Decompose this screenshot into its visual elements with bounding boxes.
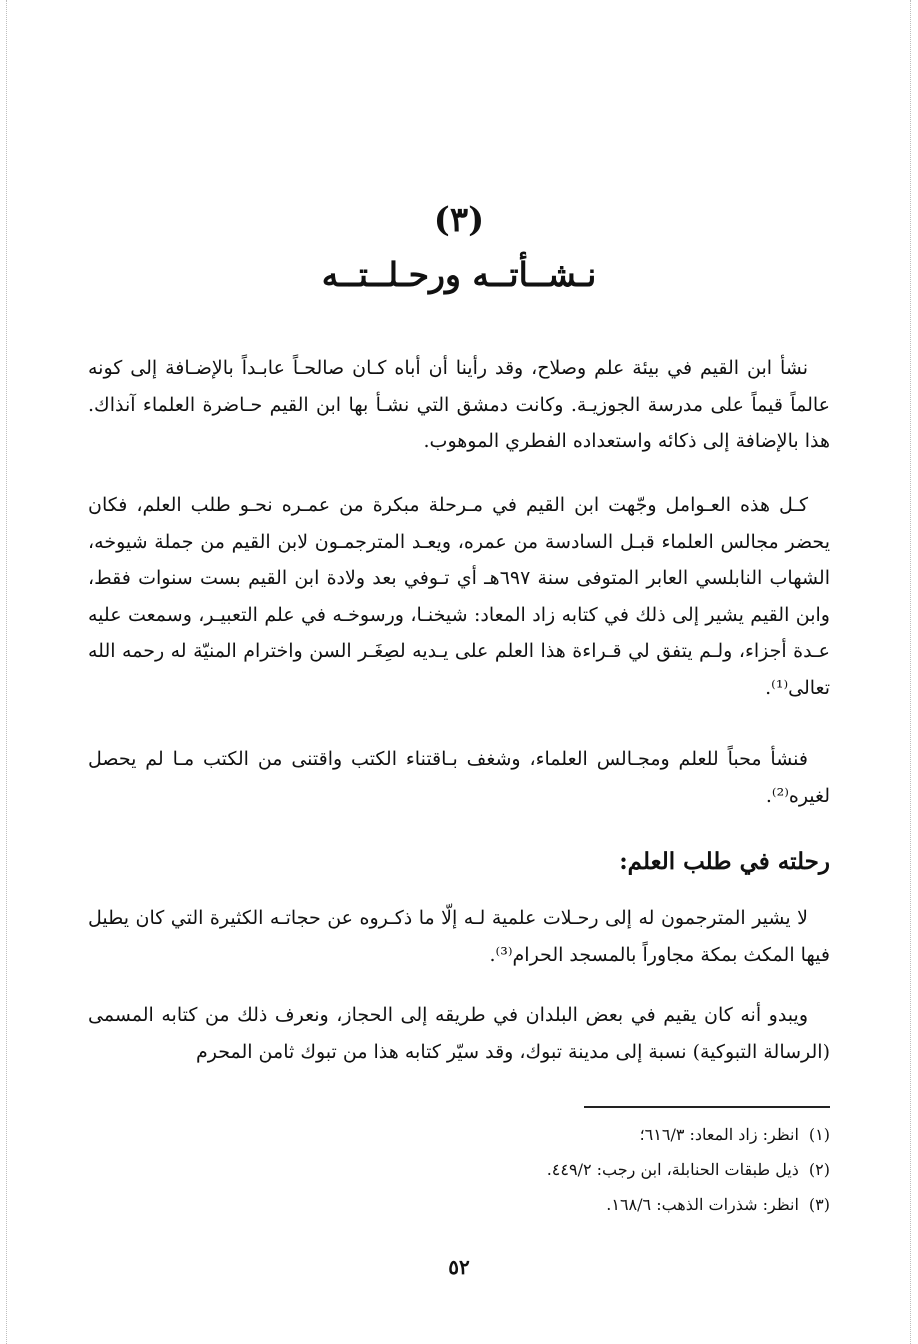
paragraph-upbringing: نشأ ابن القيم في بيئة علم وصلاح، وقد رأينا أن أباه كـان صالحـاً عابـداً بالإضـافة إلى كونه عالماً قيماً على مدرسة الجوزيـة. وكانت دمشق التي نشـأ بها ابن القيم حـاضرة العلماء آنذاك. هذا بالإضافة إلى ذكائه واستعداده الفطري الموهوب. [88, 357, 830, 452]
footnote-item [88, 1187, 830, 1222]
footnotes-list [88, 1117, 830, 1222]
paragraph-love-of-books: فنشأ محباً للعلم ومجـالس العلماء، وشغف بـاقتناء الكتب واقتنى من الكتب مـا لم يحصل لغيره⁽²⁾. [88, 748, 830, 807]
footnote-text: انظر: زاد المعاد: ٦١٦/٣؛ [639, 1125, 799, 1144]
chapter-title: نـشــأتــه ورحـلــتــه [321, 255, 597, 294]
section-heading-travels: رحلته في طلب العلم: [619, 848, 830, 875]
paragraph-tabuk-journey: ويبدو أنه كان يقيم في بعض البلدان في طريقه إلى الحجاز، ونعرف ذلك من كتابه المسمى (الرسالة التبوكية) نسبة إلى مدينة تبوك، وقد سيّر كتابه هذا من تبوك ثامن المحرم [88, 1004, 830, 1063]
footnote-number: (١) [808, 1125, 830, 1144]
paragraph-pilgrimages: لا يشير المترجمون له إلى رحـلات علمية لـه إلّا ما ذكـروه عن حجاتـه الكثيرة التي كان يطيل فيها المكث بمكة مجاوراً بالمسجد الحرام⁽³⁾. [88, 907, 830, 966]
footnote-number: (٢) [808, 1160, 830, 1179]
footnote-separator [584, 1106, 830, 1108]
footnote-number: (٣) [808, 1195, 830, 1214]
chapter-number: (٣) [433, 200, 485, 240]
footnote-item [88, 1152, 830, 1187]
footnote-text: ذيل طبقات الحنابلة، ابن رجب: ٤٤٩/٢. [546, 1160, 799, 1179]
footnote-text: انظر: شذرات الذهب: ١٦٨/٦. [606, 1195, 799, 1214]
footnote-item [88, 1117, 830, 1152]
paragraph-early-learning: كـل هذه العـوامل وجّهت ابن القيم في مـرحلة مبكرة من عمـره نحـو طلب العلم، فكان يحضر مجالس العلماء قبـل السادسة من عمره، ويعـد المترجمـون لابن القيم من جملة شيوخه، الشهاب النابلسي العابر المتوفى سنة ٦٩٧هـ أي تـوفي بعد ولادة ابن القيم بست سنوات فقط، وابن القيم يشير إلى ذلك في كتابه زاد المعاد: شيخنـا، ورسوخـه في علم التعبيـر، وسمعت عليه عـدة أجزاء، ولـم يتفق لي قـراءة هذا العلم على يـديه لصِغَـر السن واخترام المنيّة له رحمه الله تعالى⁽¹⁾. [88, 494, 830, 699]
page-number: ٥٢ [448, 1255, 470, 1279]
